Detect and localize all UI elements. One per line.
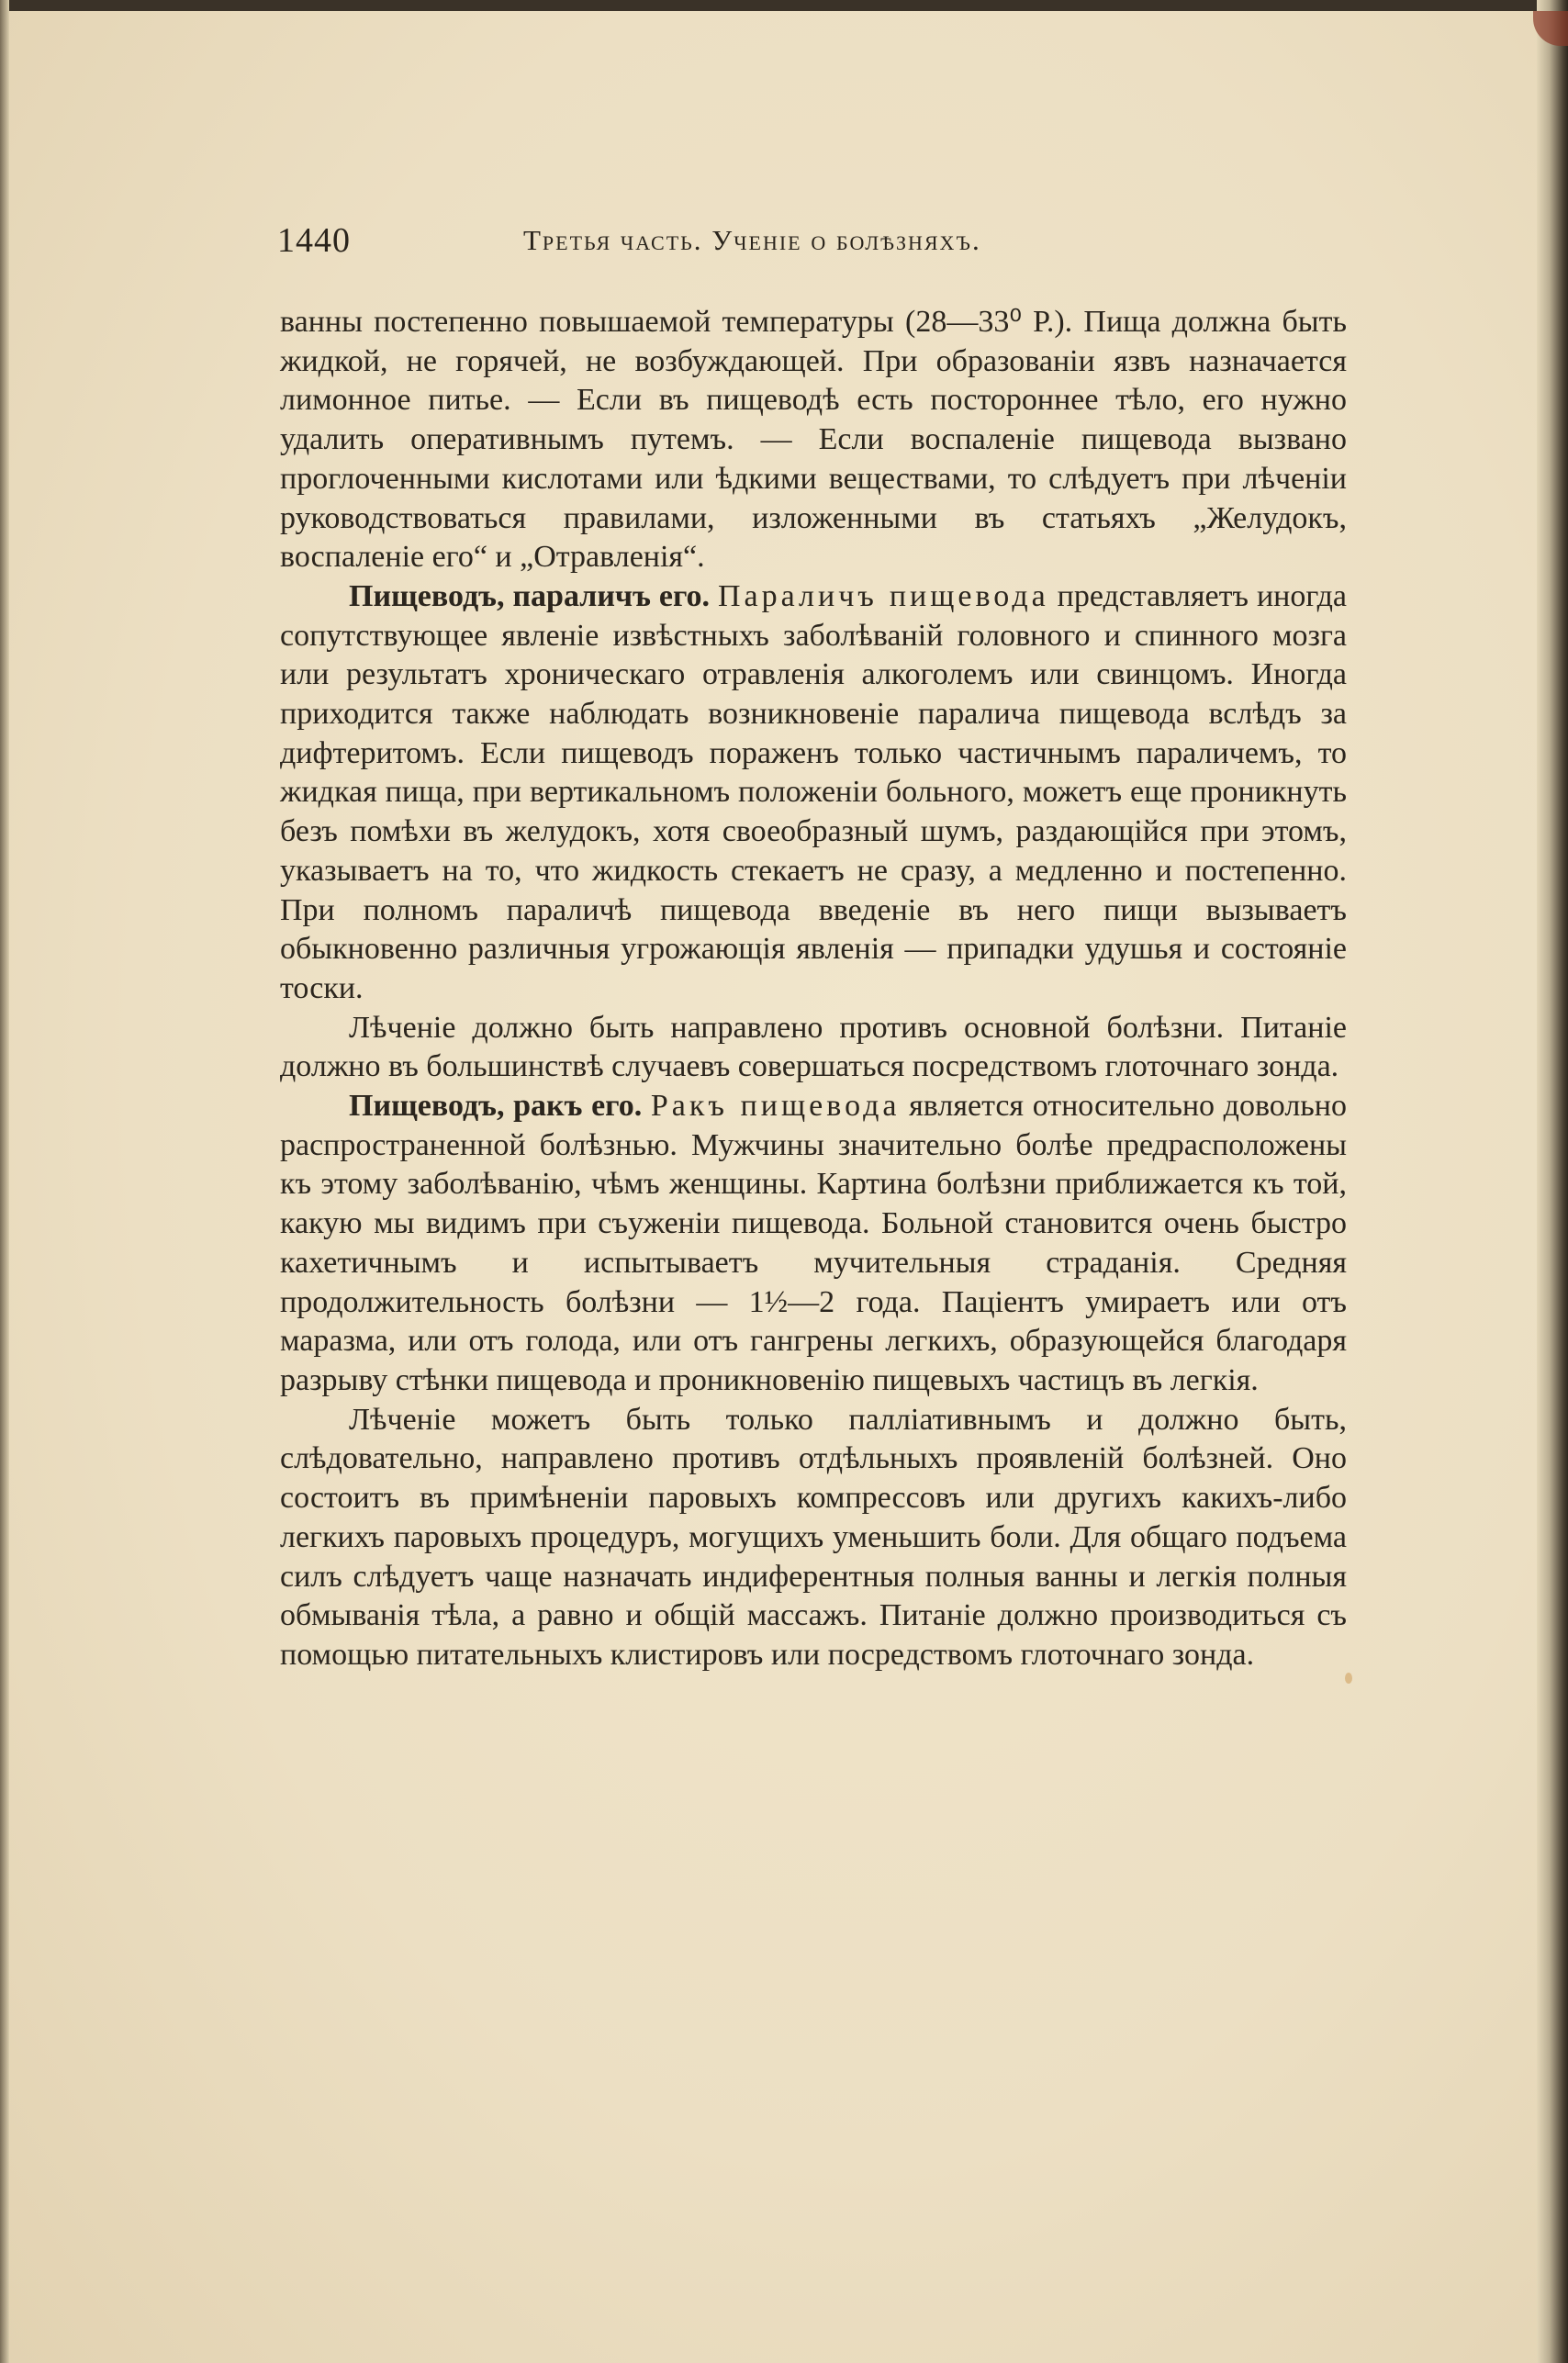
paragraph-paralysis [280,577,1347,1009]
section-heading-cancer: Пищеводъ, ракъ его. [349,1089,643,1124]
paper-speck [1345,1673,1352,1684]
paragraph-treatment-1: Лѣченіе должно быть направлено противъ основной болѣзни. Питаніе должно въ большинствѣ случаевъ совершаться посредствомъ глоточнаго зонда. [280,1010,1347,1084]
paragraph-paralysis-text: представляетъ иногда сопутствующее явленіе извѣстныхъ заболѣваній головного и спинного мозга или результатъ хроническаго отравленія алкоголемъ или свинцомъ. Иногда приходится также наблюдать возникновеніе паралича пищевода вслѣдъ за дифтеритомъ. Если пищеводъ пораженъ только частичнымъ параличемъ, то жидкая пища, при вертикальномъ положеніи больного, можетъ еще проникнуть безъ помѣхи въ желудокъ, хотя своеобразный шумъ, раздающійся при этомъ, указываетъ на то, что жидкость стекаетъ не сразу, а медленно и постепенно. При полномъ параличѣ пищевода введеніе въ него пищи вызываетъ обыкновенно различныя угрожающія явленія — припадки удушья и состояніе тоски. [280,578,1347,1005]
paragraph-cancer [280,1087,1347,1401]
running-head: Третья часть. Ученіе о болѣзняхъ. [523,224,981,256]
page-number: 1440 [277,221,351,260]
section-heading-paralysis: Пищеводъ, параличъ его. [349,578,711,613]
paragraph-treatment-2: Лѣченіе можетъ быть только палліативнымъ и должно быть, слѣдовательно, направлено противъ отдѣльныхъ проявленій болѣзней. Оно состоитъ въ примѣненіи паровыхъ компрессовъ или другихъ какихъ-либо легкихъ паровыхъ процедуръ, могущихъ уменьшить боли. Для общаго подъема силъ слѣдуетъ чаще назначать индиферентныя полныя ванны и легкія полныя обмыванія тѣла, а равно и общій массажъ. Питаніе должно производиться съ помощью питательныхъ клистировъ или посредствомъ глоточнаго зонда. [280,1402,1347,1672]
page-top-edge [0,0,1568,11]
page-left-edge [0,0,9,2363]
body-text [280,303,1347,1675]
page-binding-edge [1537,0,1568,2363]
paragraph-1: ванны постепенно повышаемой температуры (28—33⁰ Р.). Пища должна быть жидкой, не горячей, не возбуждающей. При образованіи язвъ назначается лимонное питье. — Если въ пищеводѣ есть постороннее тѣло, его нужно удалить оперативнымъ путемъ. — Если воспаленіе пищевода вызвано проглоченными кислотами или ѣдкими веществами, то слѣдуетъ при лѣченіи руководствоваться правилами, изложенными въ статьяхъ „Желудокъ, воспаленіе его“ и „Отравленія“. [280,305,1347,575]
paragraph-cancer-text: является относительно довольно распространенной болѣзнью. Мужчины значительно болѣе предрасположены къ этому заболѣванію, чѣмъ женщины. Картина болѣзни приближается къ той, какую мы видимъ при съуженіи пищевода. Больной становится очень быстро кахетичнымъ и испытываетъ мучительныя страданія. Средняя продолжительность болѣзни — 1½—2 года. Паціентъ умираетъ или отъ маразма, или отъ голода, или отъ гангрены легкихъ, образующейся благодаря разрыву стѣнки пищевода и проникновенію пищевыхъ частицъ въ легкія. [280,1089,1348,1397]
section-lead-paralysis: Параличъ пищевода [718,578,1049,613]
page-header [277,220,1342,266]
section-lead-cancer: Ракъ пищевода [650,1089,901,1124]
